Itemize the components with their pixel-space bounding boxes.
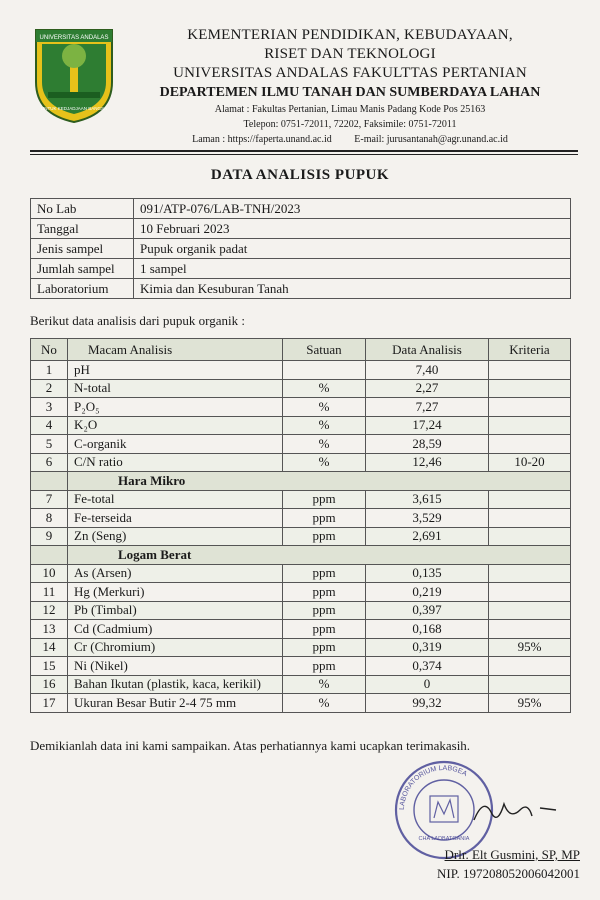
university-logo: [30, 22, 118, 126]
cell-analysis: Ni (Nikel): [68, 657, 283, 676]
cell-value: 2,27: [366, 379, 489, 398]
cell-analysis: As (Arsen): [68, 564, 283, 583]
cell-unit: ppm: [283, 620, 366, 639]
cell-unit: ppm: [283, 657, 366, 676]
cell-criteria: [489, 435, 571, 454]
department-line: DEPARTEMEN ILMU TANAH DAN SUMBERDAYA LAHAN: [159, 85, 541, 100]
email-link[interactable]: E-mail: jurusantanah@agr.unand.ac.id: [354, 134, 508, 145]
cell-analysis: pH: [68, 361, 283, 380]
cell-criteria: [489, 416, 571, 435]
info-value: 10 Februari 2023: [134, 219, 571, 239]
cell-no: 2: [31, 379, 68, 398]
cell-analysis: P₂O₅: [68, 398, 283, 417]
info-value: Pupuk organik padat: [134, 239, 571, 259]
analysis-row: [31, 620, 571, 639]
cell-analysis: N-total: [68, 379, 283, 398]
analysis-row: [31, 361, 571, 380]
cell-value: 3,615: [366, 490, 489, 509]
letterhead: [0, 0, 600, 155]
closing-text: Demikianlah data ini kami sampaikan. Atas perhatiannya kami ucapkan terimakasih.: [30, 738, 471, 753]
analysis-row: [31, 583, 571, 602]
info-value: Kimia dan Kesuburan Tanah: [134, 279, 571, 299]
cell-criteria: [489, 361, 571, 380]
info-value: 1 sampel: [134, 259, 571, 279]
header-analysis: Macam Analisis: [68, 339, 283, 361]
cell-no: 5: [31, 435, 68, 454]
info-key: No Lab: [31, 199, 134, 219]
cell-criteria: 10-20: [489, 453, 571, 472]
analysis-row: [31, 435, 571, 454]
cell-no: 8: [31, 509, 68, 528]
info-row: [31, 219, 571, 239]
cell-analysis: Hg (Merkuri): [68, 583, 283, 602]
letterhead-text: [120, 26, 580, 147]
cell-unit: ppm: [283, 583, 366, 602]
cell-value: 12,46: [366, 453, 489, 472]
analysis-row: [31, 379, 571, 398]
cell-value: 17,24: [366, 416, 489, 435]
analysis-table: [30, 338, 571, 713]
analysis-row: [31, 490, 571, 509]
cell-criteria: [489, 490, 571, 509]
analysis-header-row: [31, 339, 571, 361]
analysis-row: [31, 453, 571, 472]
cell-no: 6: [31, 453, 68, 472]
cell-value: 3,529: [366, 509, 489, 528]
info-key: Jenis sampel: [31, 239, 134, 259]
cell-no: 12: [31, 601, 68, 620]
handwritten-signature: [470, 790, 560, 830]
cell-criteria: [489, 379, 571, 398]
cell-analysis: Zn (Seng): [68, 527, 283, 546]
section-label: Logam Berat: [68, 546, 571, 565]
cell-criteria: [489, 509, 571, 528]
cell-value: 0,168: [366, 620, 489, 639]
cell-criteria: [489, 583, 571, 602]
cell-unit: %: [283, 379, 366, 398]
cell-value: 0,397: [366, 601, 489, 620]
cell-unit: ppm: [283, 490, 366, 509]
analysis-row: [31, 694, 571, 713]
university-line: UNIVERSITAS ANDALAS FAKULTTAS PERTANIAN: [173, 65, 527, 81]
cell-analysis: Ukuran Besar Butir 2-4 75 mm: [68, 694, 283, 713]
cell-no: 10: [31, 564, 68, 583]
info-value: 091/ATP-076/LAB-TNH/2023: [134, 199, 571, 219]
cell-value: 0,319: [366, 638, 489, 657]
info-key: Jumlah sampel: [31, 259, 134, 279]
signer-nip: NIP. 197208052006042001: [436, 866, 580, 881]
cell-criteria: [489, 398, 571, 417]
header-rule-thick: [30, 150, 578, 152]
analysis-row: [31, 657, 571, 676]
cell-unit: %: [283, 694, 366, 713]
cell-unit: %: [283, 435, 366, 454]
section-row: [31, 472, 571, 491]
cell-unit: [283, 361, 366, 380]
cell-value: 7,40: [366, 361, 489, 380]
cell-unit: %: [283, 675, 366, 694]
info-row: [31, 239, 571, 259]
cell-no: 14: [31, 638, 68, 657]
cell-unit: ppm: [283, 564, 366, 583]
cell-no: 4: [31, 416, 68, 435]
address-line: Alamat : Fakultas Pertanian, Limau Manis Padang Kode Pos 25163: [214, 104, 486, 115]
cell-analysis: Bahan Ikutan (plastik, kaca, kerikil): [68, 675, 283, 694]
cell-analysis: C/N ratio: [68, 453, 283, 472]
cell-no: 3: [31, 398, 68, 417]
analysis-row: [31, 564, 571, 583]
cell-no: 16: [31, 675, 68, 694]
info-row: [31, 279, 571, 299]
stamp-text: LABORATORIUM LABGEA: [398, 764, 468, 811]
cell-no: 1: [31, 361, 68, 380]
analysis-row: [31, 601, 571, 620]
cell-analysis: Cr (Chromium): [68, 638, 283, 657]
cell-analysis: K₂O: [68, 416, 283, 435]
analysis-row: [31, 527, 571, 546]
cell-value: 28,59: [366, 435, 489, 454]
cell-criteria: [489, 601, 571, 620]
cell-criteria: 95%: [489, 638, 571, 657]
analysis-row: [31, 675, 571, 694]
cell-unit: ppm: [283, 638, 366, 657]
info-key: Tanggal: [31, 219, 134, 239]
cell-unit: ppm: [283, 527, 366, 546]
cell-criteria: [489, 527, 571, 546]
cell-analysis: Fe-terseida: [68, 509, 283, 528]
info-row: [31, 199, 571, 219]
cell-unit: ppm: [283, 601, 366, 620]
cell-value: 7,27: [366, 398, 489, 417]
header-no: No: [31, 339, 68, 361]
section-spacer: [31, 472, 68, 491]
cell-analysis: C-organik: [68, 435, 283, 454]
cell-value: 2,691: [366, 527, 489, 546]
analysis-row: [31, 416, 571, 435]
phone-line: Telepon: 0751-72011, 72202, Faksimile: 0751-72011: [243, 119, 457, 130]
analysis-row: [31, 638, 571, 657]
cell-criteria: [489, 620, 571, 639]
cell-criteria: [489, 675, 571, 694]
cell-no: 13: [31, 620, 68, 639]
analysis-row: [31, 509, 571, 528]
header-value: Data Analisis: [366, 339, 489, 361]
cell-no: 17: [31, 694, 68, 713]
header-criteria: Kriteria: [489, 339, 571, 361]
cell-unit: %: [283, 398, 366, 417]
cell-value: 99,32: [366, 694, 489, 713]
section-row: [31, 546, 571, 565]
intro-text: Berikut data analisis dari pupuk organik :: [30, 313, 245, 328]
cell-unit: %: [283, 453, 366, 472]
cell-unit: %: [283, 416, 366, 435]
cell-criteria: 95%: [489, 694, 571, 713]
cell-analysis: Pb (Timbal): [68, 601, 283, 620]
cell-value: 0: [366, 675, 489, 694]
cell-analysis: Fe-total: [68, 490, 283, 509]
section-spacer: [31, 546, 68, 565]
section-label: Hara Mikro: [68, 472, 571, 491]
cell-unit: ppm: [283, 509, 366, 528]
cell-value: 0,135: [366, 564, 489, 583]
cell-no: 9: [31, 527, 68, 546]
cell-analysis: Cd (Cadmium): [68, 620, 283, 639]
ministry-line1: KEMENTERIAN PENDIDIKAN, KEBUDAYAAN,: [187, 27, 513, 43]
logo-top-text: UNIVERSITAS ANDALAS: [39, 35, 109, 41]
cell-value: 0,219: [366, 583, 489, 602]
cell-value: 0,374: [366, 657, 489, 676]
document-title: DATA ANALISIS PUPUK: [210, 167, 390, 183]
sample-info-table: [30, 198, 571, 299]
cell-no: 11: [31, 583, 68, 602]
signer-name: Drlr. Elt Gusmini, SP, MP: [444, 847, 580, 862]
info-key: Laboratorium: [31, 279, 134, 299]
info-row: [31, 259, 571, 279]
signature-block: [380, 845, 580, 883]
cell-no: 7: [31, 490, 68, 509]
web-email-line: [120, 132, 580, 147]
cell-no: 15: [31, 657, 68, 676]
ministry-line2: RISET DAN TEKNOLOGI: [264, 46, 436, 62]
logo-bottom-text: UNTUK KEDJADJAAN BANGSA: [40, 106, 108, 111]
cell-criteria: [489, 657, 571, 676]
website-link[interactable]: Laman : https://faperta.unand.ac.id: [192, 134, 332, 145]
cell-criteria: [489, 564, 571, 583]
analysis-row: [31, 398, 571, 417]
header-rule-thin: [30, 154, 578, 155]
stamp-center-text: CHA LADBATGANIA: [418, 836, 470, 842]
header-unit: Satuan: [283, 339, 366, 361]
